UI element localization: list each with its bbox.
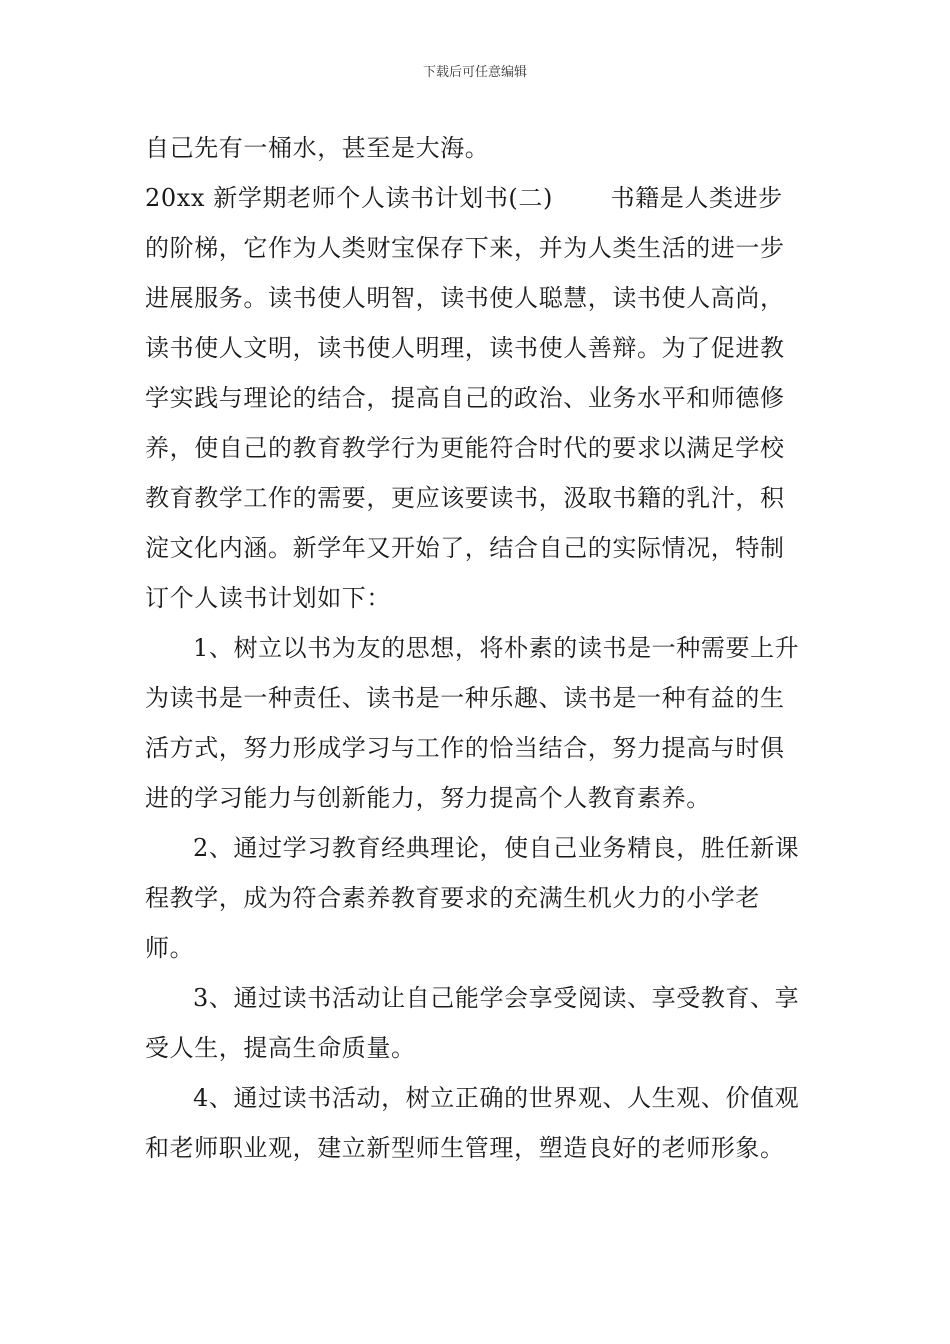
paragraph-item-3: 3、通过读书活动让自己能学会享受阅读、享受教育、享受人生，提高生命质量。 (145, 984, 800, 1062)
paragraph-plan-title-and-preface: 20xx 新学期老师个人读书计划书(二) 书籍是人类进步的阶梯，它作为人类财宝保存下来，并为人类生活的进一步进展服务。读书使人明智，读书使人聪慧，读书使人高尚，读书使人文明，读书使人明理，读书使人善辩。为了促进教学实践与理论的结合，提高自己的政治、业务水平和师德修养，使自己的教育教学行为更能符合时代的要求以满足学校教育教学工作的需要，更应该要读书，汲取书籍的乳汁，积淀文化内涵。新学年又开始了，结合自己的实际情况，特制订个人读书计划如下： (145, 184, 785, 612)
paragraph-item-4: 4、通过读书活动，树立正确的世界观、人生观、价值观和老师职业观，建立新型师生管理，塑造良好的老师形象。 (145, 1084, 800, 1162)
page-header: 下载后可任意编辑 (422, 65, 527, 80)
paragraph-item-2: 2、通过学习教育经典理论，使自己业务精良，胜任新课程教学，成为符合素养教育要求的充满生机火力的小学老师。 (145, 834, 800, 962)
paragraph-intro-ending: 自己先有一桶水，甚至是大海。 (145, 134, 490, 162)
document-body (145, 123, 807, 1173)
paragraph-item-1: 1、树立以书为友的思想，将朴素的读书是一种需要上升为读书是一种责任、读书是一种乐趣、读书是一种有益的生活方式，努力形成学习与工作的恰当结合，努力提高与时俱进的学习能力与创新能力，努力提高个人教育素养。 (145, 634, 800, 812)
